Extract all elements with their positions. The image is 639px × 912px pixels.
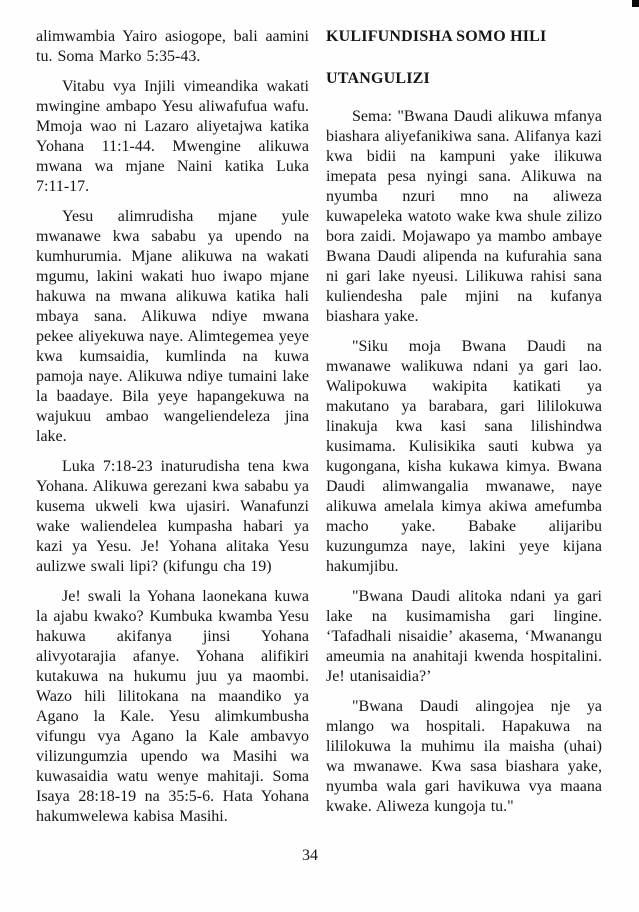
section-heading-teaching-lesson: KULIFUNDISHA SOMO HILI	[326, 28, 547, 45]
paragraph: Vitabu vya Injili vimeandika wakati mwingine ambapo Yesu aliwafufua wafu. Mmoja wao ni Lazaro aliyetajwa katika Yohana 11:1-44. Mwengine alikuwa mwana wa mjane Naini katika Luka 7:11-17.	[36, 78, 309, 195]
two-column-text	[36, 27, 602, 837]
paragraph: "Bwana Daudi alitoka ndani ya gari lake na kusimamisha gari lingine. ‘Tafadhali nisaidie’ akasema, ‘Mwanangu ameumia na anahitaji kwenda hospitalini. Je! utanisaidia?’	[326, 588, 602, 685]
scan-artifact-mark	[632, 0, 639, 7]
paragraph: alimwambia Yairo asiogope, bali aamini tu. Soma Marko 5:35-43.	[36, 28, 309, 65]
paragraph: Je! swali la Yohana laonekana kuwa la ajabu kwako? Kumbuka kwamba Yesu hakuwa akifanya jinsi Yohana alivyotarajia afanye. Yohana alifikiri kutakuwa na hukumu juu ya maombi. Wazo hili lilitokana na maandiko ya Agano la Kale. Yesu alimkumbusha vifungu vya Agano la Kale ambavyo vilizungumzia upendo wa Masihi wa kuwasaidia watu wenye mahitaji. Soma Isaya 28:18-19 na 35:5-6. Hata Yohana hakumwelewa kabisa Masihi.	[36, 588, 309, 825]
paragraph: Sema: "Bwana Daudi alikuwa mfanya biashara aliyefanikiwa sana. Alifanya kazi kwa bidii na kampuni yake ilikuwa imepata pesa nyingi sana. Alikuwa na nyumba nzuri mno na aliweza kuwapeleka watoto wake kwa shule zilizo bora zaidi. Mojawapo ya mambo ambaye Bwana Daudi alipenda na kufurahia sana ni gari lake nyeusi. Lilikuwa rahisi sana kuliendesha pale mjini na kufanya biashara yake.	[326, 108, 602, 325]
section-heading-introduction: UTANGULIZI	[326, 70, 430, 87]
paragraph: "Bwana Daudi alingojea nje ya mlango wa hospitali. Hapakuwa na lililokuwa la muhimu ila maisha (uhai) wa mwanawe. Kwa sasa biashara yake, nyumba wala gari havikuwa vya maana kwake. Aliweza kungoja tu."	[326, 698, 602, 815]
right-column	[326, 27, 602, 837]
paragraph: "Siku moja Bwana Daudi na mwanawe walikuwa ndani ya gari lao. Walipokuwa wakipita katikati ya makutano ya barabara, gari lililokuwa linakuja kwa kasi sana lilishindwa kusimama. Kulisikika sauti kubwa ya kugongana, kisha kukawa kimya. Bwana Daudi alimwangalia mwanawe, naye alikuwa amelala kimya akiwa amefumba macho yake. Babake alijaribu kuzungumza naye, lakini yeye kijana hakumjibu.	[326, 338, 602, 575]
left-column	[36, 27, 309, 837]
paragraph: Yesu alimrudisha mjane yule mwanawe kwa sababu ya upendo na kumhurumia. Mjane alikuwa na wakati mgumu, lakini wakati huo iwapo mjane hakuwa na mwana alikuwa katika hali mbaya sana. Alikuwa ndiye mwana pekee aliyekuwa naye. Alimtegemea yeye kwa kumsaidia, kumlinda na kuwa pamoja naye. Alikuwa ndiye tumaini lake la baadaye. Bila yeye hapangekuwa na wajukuu ambao wangeliendeleza jina lake.	[36, 208, 309, 445]
page-number: 34	[302, 847, 318, 864]
paragraph: Luka 7:18-23 inaturudisha tena kwa Yohana. Alikuwa gerezani kwa sababu ya kusema ukweli kwa ujasiri. Wanafunzi wake waliendelea kumpasha habari ya kazi ya Yesu. Je! Yohana alitaka Yesu aulizwe swali lipi? (kifungu cha 19)	[36, 458, 309, 575]
